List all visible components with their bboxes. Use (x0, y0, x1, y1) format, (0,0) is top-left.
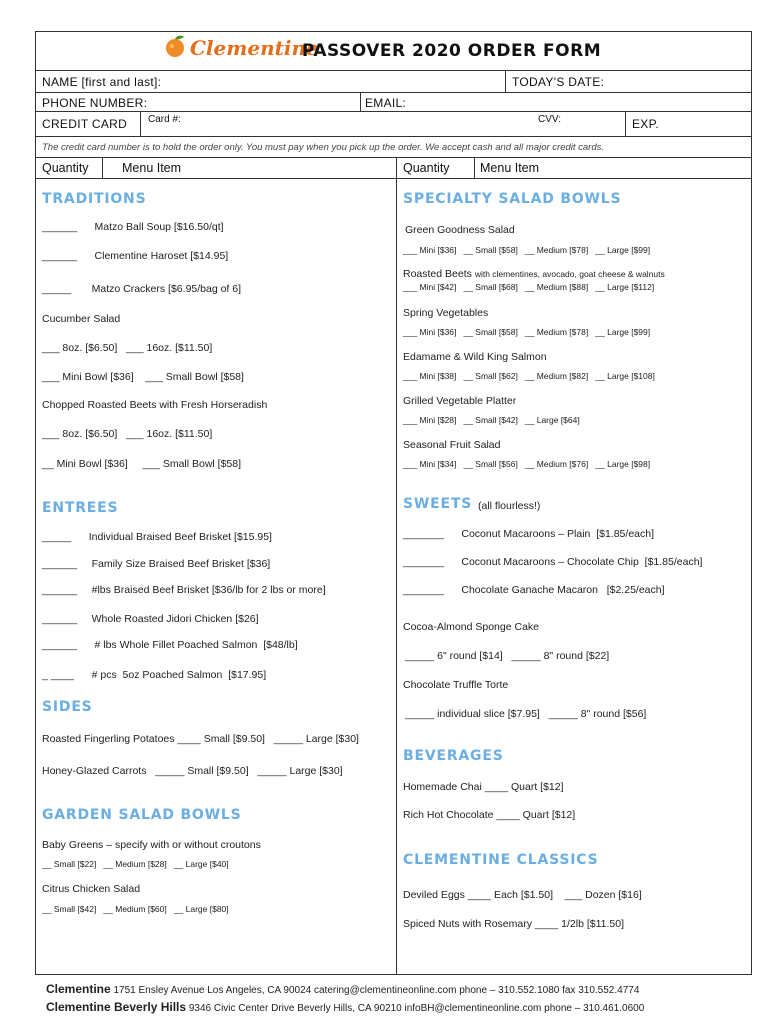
size-options: ___ Mini [$34] __ Small [$56] __ Medium [$76] __ Large [$98] (403, 459, 651, 469)
beverages-heading: BEVERAGES (403, 748, 504, 764)
list-item: Chopped Roasted Beets with Fresh Horseradish (42, 399, 268, 411)
brand-name: Clementine (190, 36, 319, 60)
list-item: _ ____ # pcs 5oz Poached Salmon [$17.95] (42, 669, 267, 681)
list-item: Roasted Beets with clementines, avocado, goat cheese & walnuts (403, 268, 665, 280)
card-number-field[interactable] (190, 113, 530, 134)
list-item: ___ 8oz. [$6.50] ___ 16oz. [$11.50] (42, 342, 213, 354)
list-item: ______ Whole Roasted Jidori Chicken [$26] (42, 613, 259, 625)
list-item: Homemade Chai ____ Quart [$12] (403, 781, 564, 793)
list-item: Seasonal Fruit Salad (403, 439, 501, 451)
email-field[interactable] (410, 94, 747, 110)
exp-label: EXP. (632, 117, 659, 131)
specialty-salad-heading: SPECIALTY SALAD BOWLS (403, 191, 622, 207)
size-options: ___ Mini [$36] __ Small [$58] __ Medium [$78] __ Large [$99] (403, 245, 651, 255)
footer-line-1: Clementine 1751 Ensley Avenue Los Angeles, CA 90024 catering@clementineonline.com phone – 310.552.1080 fax 310.552.4774 (46, 982, 640, 996)
list-item: Roasted Fingerling Potatoes ____ Small [$9.50] _____ Large [$30] (42, 733, 359, 745)
list-item: Edamame & Wild King Salmon (403, 351, 547, 363)
size-options: ___ Mini [$36] __ Small [$58] __ Medium [$78] __ Large [$99] (403, 327, 651, 337)
size-options: ___ Mini [$42] __ Small [$68] __ Medium [$88] __ Large [$112] (403, 282, 655, 292)
credit-card-label: CREDIT CARD (42, 117, 128, 131)
phone-field[interactable] (160, 94, 355, 110)
list-item: _____ 6" round [$14] _____ 8" round [$22] (405, 650, 610, 662)
date-field[interactable] (615, 72, 747, 90)
list-item: Grilled Vegetable Platter (403, 395, 517, 407)
list-item: ______ Matzo Ball Soup [$16.50/qt] (42, 221, 224, 233)
list-item: ______ #lbs Braised Beef Brisket [$36/lb for 2 lbs or more] (42, 584, 326, 596)
list-item: Spiced Nuts with Rosemary ____ 1/2lb [$11.50] (403, 918, 625, 930)
list-item: Baby Greens – specify with or without croutons (42, 839, 261, 851)
traditions-heading: TRADITIONS (42, 191, 147, 207)
list-item: _______ Coconut Macaroons – Plain [$1.85/each] (403, 528, 655, 540)
list-item: _______ Chocolate Ganache Macaron [$2.25/each] (403, 584, 665, 596)
menu-item-header-right: Menu Item (480, 161, 540, 175)
name-label: NAME [first and last]: (42, 75, 162, 89)
sides-heading: SIDES (42, 699, 93, 715)
size-options: __ Small [$22] __ Medium [$28] __ Large [$40] (42, 859, 229, 869)
list-item: Green Goodness Salad (405, 224, 515, 236)
list-item: ___ 8oz. [$6.50] ___ 16oz. [$11.50] (42, 428, 213, 440)
size-options: __ Small [$42] __ Medium [$60] __ Large [$80] (42, 904, 229, 914)
email-label: EMAIL: (365, 96, 407, 110)
list-item: _____ Individual Braised Beef Brisket [$15.95] (42, 531, 272, 543)
cvv-field[interactable] (562, 113, 622, 134)
list-item: _____ Matzo Crackers [$6.95/bag of 6] (42, 283, 242, 295)
list-item: Chocolate Truffle Torte (403, 679, 509, 691)
size-options: ___ Mini [$38] __ Small [$62] __ Medium [$82] __ Large [$108] (403, 371, 655, 381)
clementine-logo-icon (162, 33, 188, 59)
card-note: The credit card number is to hold the order only. You must pay when you pick up the order. We accept cash and all major credit cards. (42, 142, 605, 153)
list-item: Honey-Glazed Carrots _____ Small [$9.50] _____ Large [$30] (42, 765, 343, 777)
sweets-note: (all flourless!) (478, 500, 541, 512)
list-item: Cucumber Salad (42, 313, 121, 325)
entrees-heading: ENTREES (42, 500, 119, 516)
list-item: ______ Clementine Haroset [$14.95] (42, 250, 229, 262)
classics-heading: CLEMENTINE CLASSICS (403, 852, 599, 868)
footer-line-2: Clementine Beverly Hills 9346 Civic Center Drive Beverly Hills, CA 90210 infoBH@clementineonline.com phone – 310.461.0600 (46, 1000, 645, 1014)
list-item: Rich Hot Chocolate ____ Quart [$12] (403, 809, 576, 821)
list-item: ______ # lbs Whole Fillet Poached Salmon [$48/lb] (42, 639, 298, 651)
quantity-header-left: Quantity (42, 161, 89, 175)
date-label: TODAY'S DATE: (512, 75, 605, 89)
list-item: ___ Mini Bowl [$36] ___ Small Bowl [$58] (42, 371, 244, 383)
cvv-label: CVV: (538, 114, 561, 125)
list-item: Cocoa-Almond Sponge Cake (403, 621, 539, 633)
list-item: _______ Coconut Macaroons – Chocolate Chip [$1.85/each] (403, 556, 703, 568)
list-item: __ Mini Bowl [$36] ___ Small Bowl [$58] (42, 458, 242, 470)
phone-label: PHONE NUMBER: (42, 96, 148, 110)
list-item: ______ Family Size Braised Beef Brisket [$36] (42, 558, 271, 570)
garden-salad-heading: GARDEN SALAD BOWLS (42, 807, 242, 823)
size-options: ___ Mini [$28] __ Small [$42] __ Large [$64] (403, 415, 580, 425)
list-item: Citrus Chicken Salad (42, 883, 141, 895)
exp-field[interactable] (665, 113, 747, 134)
list-item: Spring Vegetables (403, 307, 489, 319)
list-item: _____ individual slice [$7.95] _____ 8" round [$56] (405, 708, 647, 720)
name-field[interactable] (180, 72, 500, 90)
sweets-heading: SWEETS (403, 496, 473, 512)
quantity-header-right: Quantity (403, 161, 450, 175)
list-item: Deviled Eggs ____ Each [$1.50] ___ Dozen [$16] (403, 889, 642, 901)
menu-item-header-left: Menu Item (122, 161, 182, 175)
card-number-label: Card #: (148, 114, 181, 125)
page-title: PASSOVER 2020 ORDER FORM (302, 41, 602, 61)
